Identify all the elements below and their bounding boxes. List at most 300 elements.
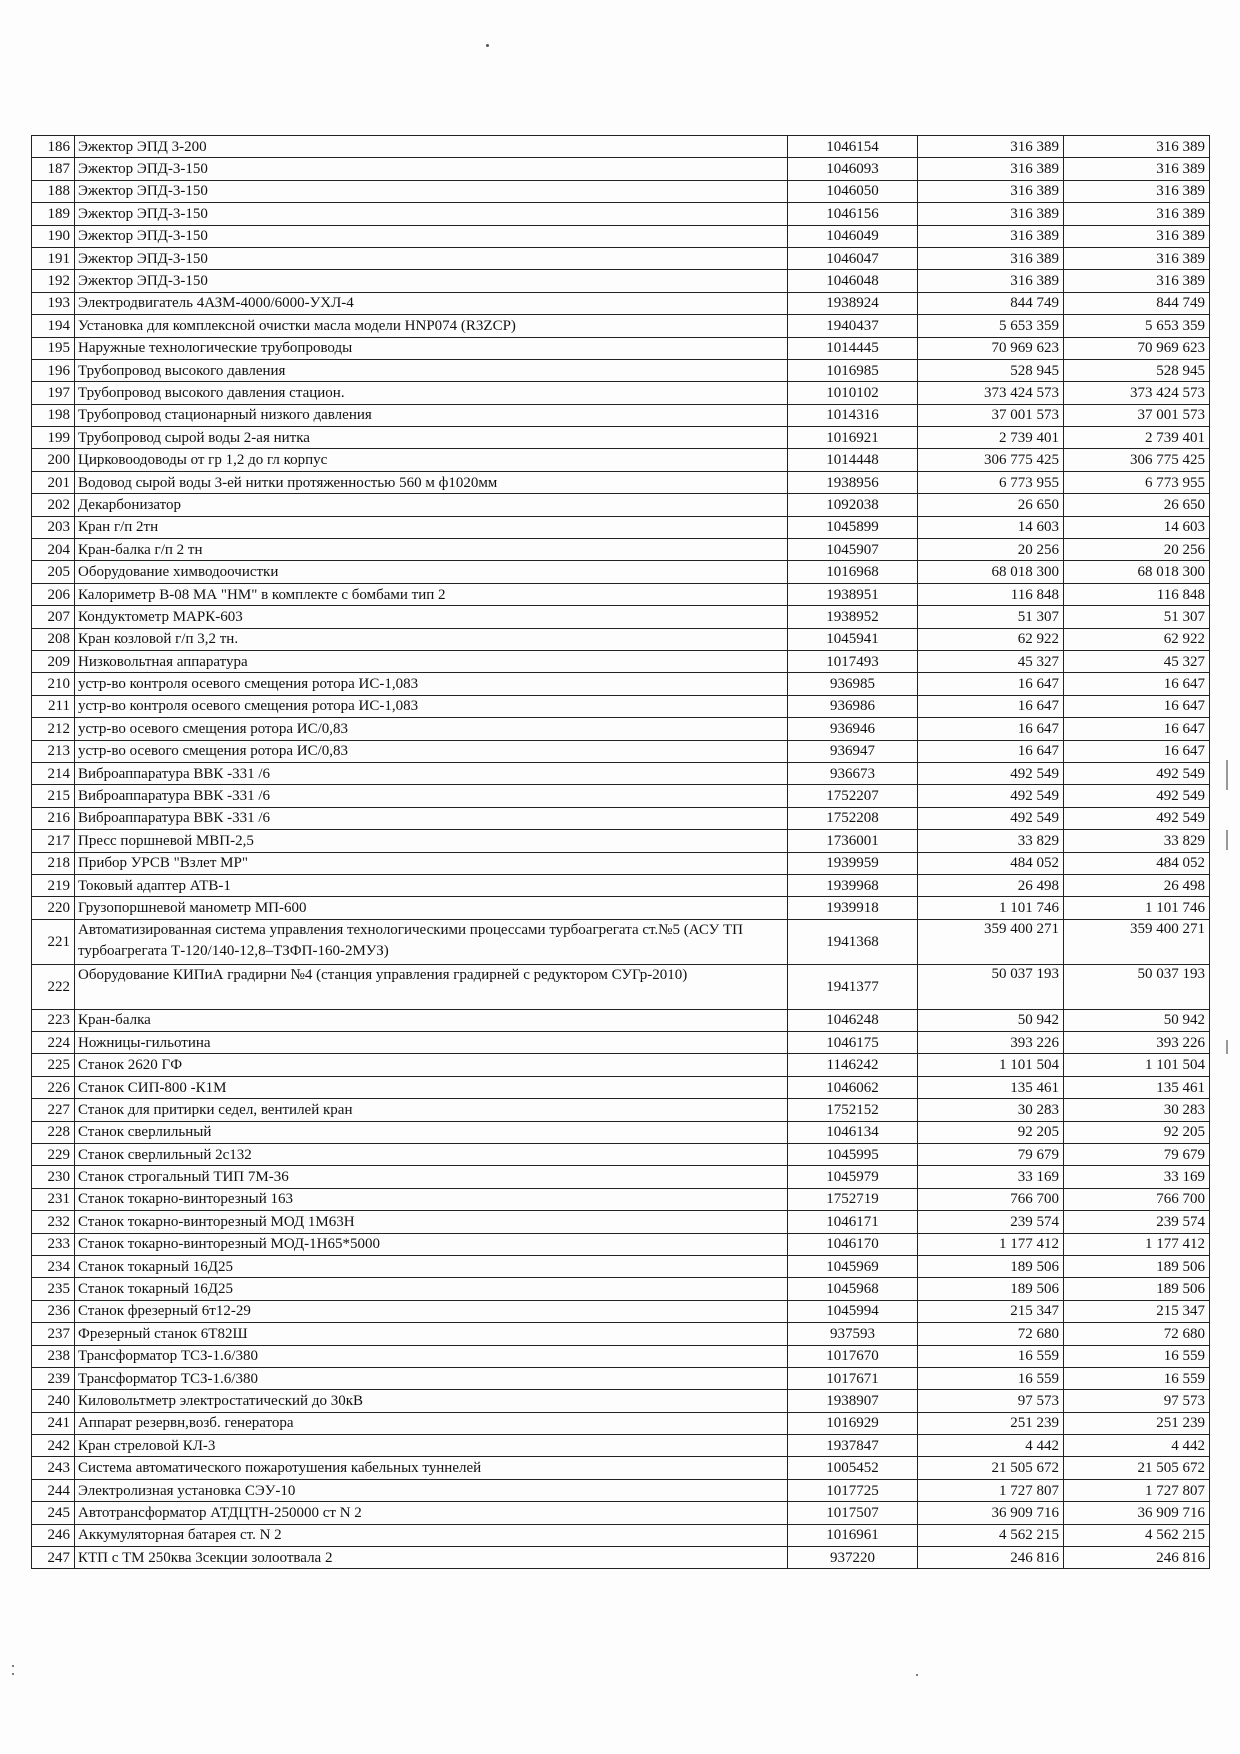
inventory-code: 1017493 <box>788 650 918 672</box>
initial-value: 79 679 <box>918 1144 1064 1166</box>
residual-value: 97 573 <box>1064 1390 1210 1412</box>
table-row <box>32 874 1210 896</box>
table-row <box>32 785 1210 807</box>
residual-value: 79 679 <box>1064 1144 1210 1166</box>
initial-value: 316 389 <box>918 270 1064 292</box>
residual-value: 4 562 215 <box>1064 1524 1210 1546</box>
residual-value: 4 442 <box>1064 1435 1210 1457</box>
table-row <box>32 695 1210 717</box>
inventory-code: 1017671 <box>788 1367 918 1389</box>
inventory-code: 1752208 <box>788 807 918 829</box>
item-name: Станок токарный 16Д25 <box>75 1255 788 1277</box>
row-number: 188 <box>32 180 75 202</box>
initial-value: 492 549 <box>918 785 1064 807</box>
table-row <box>32 1121 1210 1143</box>
residual-value: 215 347 <box>1064 1300 1210 1322</box>
row-number: 229 <box>32 1144 75 1166</box>
table-row <box>32 270 1210 292</box>
row-number: 218 <box>32 852 75 874</box>
item-name: Эжектор ЭПД-3-150 <box>75 225 788 247</box>
initial-value: 4 442 <box>918 1435 1064 1457</box>
inventory-code: 1017507 <box>788 1502 918 1524</box>
residual-value: 26 498 <box>1064 874 1210 896</box>
initial-value: 50 942 <box>918 1009 1064 1031</box>
item-name: Эжектор ЭПД-3-150 <box>75 158 788 180</box>
initial-value: 189 506 <box>918 1255 1064 1277</box>
initial-value: 5 653 359 <box>918 315 1064 337</box>
residual-value: 30 283 <box>1064 1099 1210 1121</box>
item-name: устр-во осевого смещения ротора ИС/0,83 <box>75 718 788 740</box>
initial-value: 16 647 <box>918 718 1064 740</box>
item-name: Трансформатор ТСЗ-1.6/380 <box>75 1345 788 1367</box>
inventory-code: 1046134 <box>788 1121 918 1143</box>
initial-value: 528 945 <box>918 359 1064 381</box>
inventory-code: 1938951 <box>788 583 918 605</box>
initial-value: 68 018 300 <box>918 561 1064 583</box>
residual-value: 316 389 <box>1064 225 1210 247</box>
initial-value: 2 739 401 <box>918 427 1064 449</box>
inventory-code: 1046048 <box>788 270 918 292</box>
row-number: 190 <box>32 225 75 247</box>
item-name: Эжектор ЭПД 3-200 <box>75 136 788 158</box>
table-row <box>32 807 1210 829</box>
initial-value: 492 549 <box>918 807 1064 829</box>
residual-value: 16 647 <box>1064 718 1210 740</box>
row-number: 222 <box>32 964 75 1009</box>
inventory-code: 1046248 <box>788 1009 918 1031</box>
initial-value: 50 037 193 <box>918 964 1064 1009</box>
item-name: Водовод сырой воды 3-ей нитки протяженностью 560 м ф1020мм <box>75 471 788 493</box>
initial-value: 26 498 <box>918 874 1064 896</box>
initial-value: 36 909 716 <box>918 1502 1064 1524</box>
initial-value: 16 647 <box>918 740 1064 762</box>
initial-value: 37 001 573 <box>918 404 1064 426</box>
item-name: Оборудование КИПиА градирни №4 (станция управления градирней с редуктором СУГр-2010) <box>75 964 788 1009</box>
row-number: 200 <box>32 449 75 471</box>
table-row <box>32 1188 1210 1210</box>
initial-value: 30 283 <box>918 1099 1064 1121</box>
residual-value: 1 101 504 <box>1064 1054 1210 1076</box>
initial-value: 72 680 <box>918 1323 1064 1345</box>
inventory-code: 936947 <box>788 740 918 762</box>
item-name: Кран козловой г/п 3,2 тн. <box>75 628 788 650</box>
table-row <box>32 404 1210 426</box>
item-name: Станок СИП-800 -К1М <box>75 1076 788 1098</box>
residual-value: 1 727 807 <box>1064 1479 1210 1501</box>
residual-value: 492 549 <box>1064 785 1210 807</box>
table-row <box>32 471 1210 493</box>
residual-value: 316 389 <box>1064 247 1210 269</box>
inventory-code: 1016968 <box>788 561 918 583</box>
row-number: 237 <box>32 1323 75 1345</box>
table-row <box>32 1278 1210 1300</box>
residual-value: 92 205 <box>1064 1121 1210 1143</box>
residual-value: 316 389 <box>1064 203 1210 225</box>
residual-value: 50 942 <box>1064 1009 1210 1031</box>
inventory-code: 1938907 <box>788 1390 918 1412</box>
row-number: 228 <box>32 1121 75 1143</box>
table-row <box>32 1255 1210 1277</box>
initial-value: 116 848 <box>918 583 1064 605</box>
row-number: 225 <box>32 1054 75 1076</box>
table-row <box>32 561 1210 583</box>
row-number: 232 <box>32 1211 75 1233</box>
residual-value: 16 647 <box>1064 740 1210 762</box>
table-row <box>32 427 1210 449</box>
inventory-code: 1014448 <box>788 449 918 471</box>
inventory-code: 1046156 <box>788 203 918 225</box>
row-number: 246 <box>32 1524 75 1546</box>
initial-value: 1 101 504 <box>918 1054 1064 1076</box>
initial-value: 251 239 <box>918 1412 1064 1434</box>
residual-value: 1 101 746 <box>1064 897 1210 919</box>
initial-value: 20 256 <box>918 539 1064 561</box>
row-number: 201 <box>32 471 75 493</box>
table-row <box>32 964 1210 1009</box>
residual-value: 316 389 <box>1064 136 1210 158</box>
inventory-code: 1752152 <box>788 1099 918 1121</box>
table-row <box>32 718 1210 740</box>
item-name: Наружные технологические трубопроводы <box>75 337 788 359</box>
item-name: Грузопоршневой манометр МП-600 <box>75 897 788 919</box>
table-row <box>32 1323 1210 1345</box>
initial-value: 6 773 955 <box>918 471 1064 493</box>
item-name: Станок сверлильный <box>75 1121 788 1143</box>
row-number: 220 <box>32 897 75 919</box>
item-name: Станок 2620 ГФ <box>75 1054 788 1076</box>
scan-speck <box>12 1673 14 1675</box>
inventory-code: 1752719 <box>788 1188 918 1210</box>
inventory-code: 1752207 <box>788 785 918 807</box>
row-number: 221 <box>32 919 75 964</box>
initial-value: 26 650 <box>918 494 1064 516</box>
residual-value: 21 505 672 <box>1064 1457 1210 1479</box>
row-number: 242 <box>32 1435 75 1457</box>
row-number: 239 <box>32 1367 75 1389</box>
item-name: Фрезерный станок 6Т82Ш <box>75 1323 788 1345</box>
row-number: 205 <box>32 561 75 583</box>
inventory-code: 1940437 <box>788 315 918 337</box>
inventory-code: 1941368 <box>788 919 918 964</box>
item-name: устр-во контроля осевого смещения ротора ИС-1,083 <box>75 695 788 717</box>
initial-value: 16 647 <box>918 695 1064 717</box>
table-row <box>32 1457 1210 1479</box>
row-number: 211 <box>32 695 75 717</box>
inventory-table <box>31 135 1210 1569</box>
inventory-code: 1046154 <box>788 136 918 158</box>
residual-value: 16 559 <box>1064 1345 1210 1367</box>
row-number: 208 <box>32 628 75 650</box>
residual-value: 33 829 <box>1064 830 1210 852</box>
item-name: Низковольтная аппаратура <box>75 650 788 672</box>
scan-speck <box>486 44 489 47</box>
initial-value: 33 169 <box>918 1166 1064 1188</box>
residual-value: 2 739 401 <box>1064 427 1210 449</box>
item-name: Станок токарный 16Д25 <box>75 1278 788 1300</box>
item-name: Станок строгальный ТИП 7М-36 <box>75 1166 788 1188</box>
inventory-code: 1016961 <box>788 1524 918 1546</box>
inventory-table-body <box>32 136 1210 1569</box>
residual-value: 51 307 <box>1064 606 1210 628</box>
item-name: Аппарат резервн,возб. генератора <box>75 1412 788 1434</box>
initial-value: 1 101 746 <box>918 897 1064 919</box>
table-row <box>32 1367 1210 1389</box>
initial-value: 484 052 <box>918 852 1064 874</box>
initial-value: 70 969 623 <box>918 337 1064 359</box>
initial-value: 316 389 <box>918 247 1064 269</box>
inventory-code: 1046093 <box>788 158 918 180</box>
table-row <box>32 830 1210 852</box>
residual-value: 492 549 <box>1064 807 1210 829</box>
inventory-code: 1045941 <box>788 628 918 650</box>
row-number: 199 <box>32 427 75 449</box>
table-row <box>32 1144 1210 1166</box>
inventory-code: 1010102 <box>788 382 918 404</box>
item-name: Аккумуляторная батарея ст. N 2 <box>75 1524 788 1546</box>
initial-value: 766 700 <box>918 1188 1064 1210</box>
item-name: Виброаппаратура ВВК -331 /6 <box>75 762 788 784</box>
table-row <box>32 516 1210 538</box>
scan-speck <box>916 1674 918 1676</box>
table-row <box>32 1054 1210 1076</box>
residual-value: 766 700 <box>1064 1188 1210 1210</box>
initial-value: 189 506 <box>918 1278 1064 1300</box>
inventory-code: 936946 <box>788 718 918 740</box>
row-number: 235 <box>32 1278 75 1300</box>
initial-value: 306 775 425 <box>918 449 1064 471</box>
table-row <box>32 762 1210 784</box>
residual-value: 189 506 <box>1064 1255 1210 1277</box>
residual-value: 306 775 425 <box>1064 449 1210 471</box>
residual-value: 492 549 <box>1064 762 1210 784</box>
residual-value: 6 773 955 <box>1064 471 1210 493</box>
table-row <box>32 158 1210 180</box>
residual-value: 251 239 <box>1064 1412 1210 1434</box>
item-name: Пресс поршневой МВП-2,5 <box>75 830 788 852</box>
residual-value: 484 052 <box>1064 852 1210 874</box>
inventory-code: 1045907 <box>788 539 918 561</box>
item-name: Установка для комплексной очистки масла модели HNP074 (R3ZCP) <box>75 315 788 337</box>
inventory-code: 936985 <box>788 673 918 695</box>
residual-value: 359 400 271 <box>1064 919 1210 964</box>
row-number: 236 <box>32 1300 75 1322</box>
initial-value: 316 389 <box>918 225 1064 247</box>
table-row <box>32 539 1210 561</box>
residual-value: 70 969 623 <box>1064 337 1210 359</box>
table-row <box>32 1211 1210 1233</box>
row-number: 224 <box>32 1032 75 1054</box>
item-name: Станок токарно-винторезный МОД-1Н65*5000 <box>75 1233 788 1255</box>
residual-value: 37 001 573 <box>1064 404 1210 426</box>
table-row <box>32 382 1210 404</box>
initial-value: 316 389 <box>918 180 1064 202</box>
inventory-code: 1045899 <box>788 516 918 538</box>
row-number: 197 <box>32 382 75 404</box>
initial-value: 135 461 <box>918 1076 1064 1098</box>
initial-value: 92 205 <box>918 1121 1064 1143</box>
row-number: 247 <box>32 1547 75 1569</box>
initial-value: 14 603 <box>918 516 1064 538</box>
table-row <box>32 1076 1210 1098</box>
inventory-code: 1146242 <box>788 1054 918 1076</box>
table-row <box>32 1233 1210 1255</box>
table-row <box>32 315 1210 337</box>
row-number: 213 <box>32 740 75 762</box>
table-row <box>32 919 1210 964</box>
row-number: 210 <box>32 673 75 695</box>
row-number: 202 <box>32 494 75 516</box>
table-row <box>32 1032 1210 1054</box>
inventory-code: 1045979 <box>788 1166 918 1188</box>
inventory-code: 1014445 <box>788 337 918 359</box>
row-number: 204 <box>32 539 75 561</box>
table-row <box>32 628 1210 650</box>
item-name: Кондуктометр МАРК-603 <box>75 606 788 628</box>
table-row <box>32 673 1210 695</box>
inventory-code: 1045994 <box>788 1300 918 1322</box>
row-number: 223 <box>32 1009 75 1031</box>
table-row <box>32 1166 1210 1188</box>
initial-value: 16 559 <box>918 1367 1064 1389</box>
item-name: Станок токарно-винторезный МОД 1М63Н <box>75 1211 788 1233</box>
table-row <box>32 494 1210 516</box>
item-name: Станок для притирки седел, вентилей кран <box>75 1099 788 1121</box>
inventory-code: 1046175 <box>788 1032 918 1054</box>
residual-value: 373 424 573 <box>1064 382 1210 404</box>
item-name: Виброаппаратура ВВК -331 /6 <box>75 785 788 807</box>
item-name: Киловольтметр электростатический до 30кВ <box>75 1390 788 1412</box>
inventory-code: 1938924 <box>788 292 918 314</box>
initial-value: 844 749 <box>918 292 1064 314</box>
residual-value: 36 909 716 <box>1064 1502 1210 1524</box>
inventory-code: 1092038 <box>788 494 918 516</box>
initial-value: 62 922 <box>918 628 1064 650</box>
row-number: 219 <box>32 874 75 896</box>
initial-value: 316 389 <box>918 158 1064 180</box>
item-name: Кран-балка г/п 2 тн <box>75 539 788 561</box>
row-number: 234 <box>32 1255 75 1277</box>
table-row <box>32 225 1210 247</box>
inventory-code: 1736001 <box>788 830 918 852</box>
table-row <box>32 1300 1210 1322</box>
inventory-code: 1045969 <box>788 1255 918 1277</box>
table-row <box>32 292 1210 314</box>
row-number: 216 <box>32 807 75 829</box>
row-number: 230 <box>32 1166 75 1188</box>
row-number: 231 <box>32 1188 75 1210</box>
table-row <box>32 180 1210 202</box>
inventory-code: 937593 <box>788 1323 918 1345</box>
residual-value: 528 945 <box>1064 359 1210 381</box>
table-row <box>32 359 1210 381</box>
item-name: Трубопровод высокого давления <box>75 359 788 381</box>
item-name: Цирковоодоводы от гр 1,2 до гл корпус <box>75 449 788 471</box>
item-name: Станок сверлильный 2с132 <box>75 1144 788 1166</box>
table-row <box>32 136 1210 158</box>
row-number: 226 <box>32 1076 75 1098</box>
item-name: Кран стреловой КЛ-3 <box>75 1435 788 1457</box>
row-number: 192 <box>32 270 75 292</box>
inventory-code: 1046050 <box>788 180 918 202</box>
row-number: 193 <box>32 292 75 314</box>
item-name: Эжектор ЭПД-3-150 <box>75 247 788 269</box>
table-row <box>32 1479 1210 1501</box>
residual-value: 62 922 <box>1064 628 1210 650</box>
item-name: КТП с ТМ 250ква 3секции золоотвала 2 <box>75 1547 788 1569</box>
table-row <box>32 1099 1210 1121</box>
initial-value: 1 727 807 <box>918 1479 1064 1501</box>
scan-edge-mark <box>1226 830 1228 850</box>
item-name: Прибор УРСВ "Взлет МР" <box>75 852 788 874</box>
initial-value: 45 327 <box>918 650 1064 672</box>
inventory-code: 936673 <box>788 762 918 784</box>
inventory-code: 1939918 <box>788 897 918 919</box>
item-name: Декарбонизатор <box>75 494 788 516</box>
residual-value: 26 650 <box>1064 494 1210 516</box>
table-row <box>32 247 1210 269</box>
inventory-code: 1016921 <box>788 427 918 449</box>
residual-value: 316 389 <box>1064 158 1210 180</box>
item-name: устр-во контроля осевого смещения ротора ИС-1,083 <box>75 673 788 695</box>
initial-value: 492 549 <box>918 762 1064 784</box>
residual-value: 316 389 <box>1064 180 1210 202</box>
table-row <box>32 1524 1210 1546</box>
inventory-code: 1046170 <box>788 1233 918 1255</box>
row-number: 214 <box>32 762 75 784</box>
initial-value: 1 177 412 <box>918 1233 1064 1255</box>
inventory-code: 1938956 <box>788 471 918 493</box>
inventory-code: 936986 <box>788 695 918 717</box>
residual-value: 50 037 193 <box>1064 964 1210 1009</box>
row-number: 207 <box>32 606 75 628</box>
table-row <box>32 740 1210 762</box>
inventory-code: 1046062 <box>788 1076 918 1098</box>
residual-value: 844 749 <box>1064 292 1210 314</box>
item-name: Трубопровод сырой воды 2-ая нитка <box>75 427 788 449</box>
residual-value: 16 647 <box>1064 695 1210 717</box>
table-row <box>32 852 1210 874</box>
residual-value: 316 389 <box>1064 270 1210 292</box>
row-number: 203 <box>32 516 75 538</box>
row-number: 212 <box>32 718 75 740</box>
inventory-code: 1005452 <box>788 1457 918 1479</box>
table-row <box>32 650 1210 672</box>
row-number: 243 <box>32 1457 75 1479</box>
inventory-code: 1937847 <box>788 1435 918 1457</box>
inventory-code: 1017725 <box>788 1479 918 1501</box>
initial-value: 16 559 <box>918 1345 1064 1367</box>
row-number: 215 <box>32 785 75 807</box>
inventory-code: 937220 <box>788 1547 918 1569</box>
inventory-code: 1016929 <box>788 1412 918 1434</box>
inventory-code: 1939959 <box>788 852 918 874</box>
inventory-code: 1046047 <box>788 247 918 269</box>
initial-value: 246 816 <box>918 1547 1064 1569</box>
table-row <box>32 1502 1210 1524</box>
initial-value: 215 347 <box>918 1300 1064 1322</box>
scan-edge-mark <box>1226 760 1228 790</box>
item-name: Виброаппаратура ВВК -331 /6 <box>75 807 788 829</box>
inventory-code: 1045968 <box>788 1278 918 1300</box>
item-name: Кран-балка <box>75 1009 788 1031</box>
row-number: 209 <box>32 650 75 672</box>
item-name: устр-во осевого смещения ротора ИС/0,83 <box>75 740 788 762</box>
item-name: Оборудование химводоочистки <box>75 561 788 583</box>
item-name: Электролизная установка СЭУ-10 <box>75 1479 788 1501</box>
item-name: Ножницы-гильотина <box>75 1032 788 1054</box>
inventory-code: 1016985 <box>788 359 918 381</box>
residual-value: 239 574 <box>1064 1211 1210 1233</box>
